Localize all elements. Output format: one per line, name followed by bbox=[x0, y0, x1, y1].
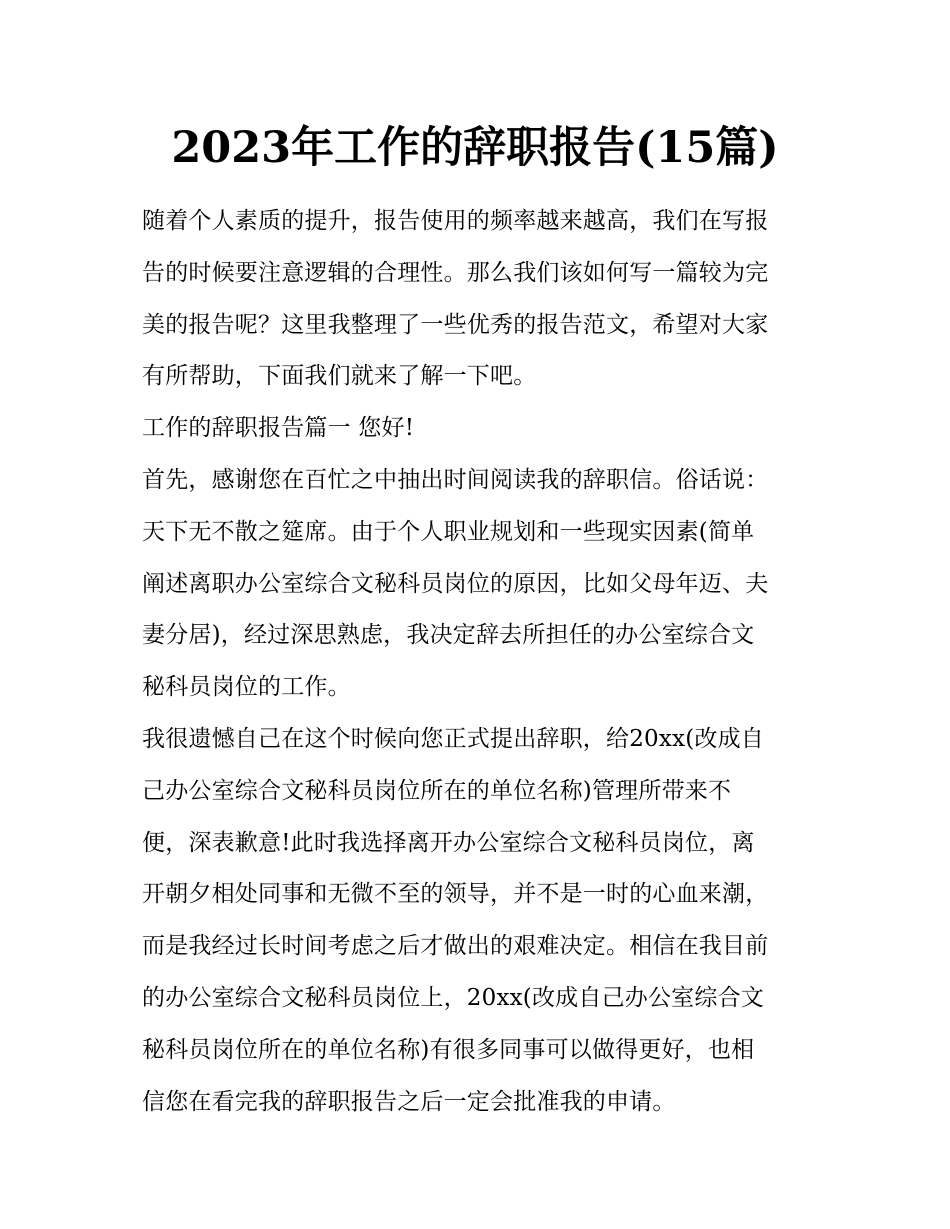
body-line: 我很遗憾自己在这个时候向您正式提出辞职，给20xx(改成自 bbox=[142, 725, 764, 752]
body-line: 己办公室综合文秘科员岗位所在的单位名称)管理所带来不 bbox=[142, 777, 732, 804]
body-line: 便，深表歉意!此时我选择离开办公室综合文秘科员岗位，离 bbox=[142, 829, 755, 856]
body-line: 开朝夕相处同事和无微不至的领导，并不是一时的心血来潮， bbox=[142, 881, 769, 908]
body-line: 妻分居)，经过深思熟虑，我决定辞去所担任的办公室综合文 bbox=[142, 622, 755, 649]
document-title: 2023年工作的辞职报告(15篇) bbox=[171, 123, 779, 173]
body-line: 的办公室综合文秘科员岗位上，20xx(改成自己办公室综合文 bbox=[142, 984, 764, 1011]
body-line: 秘科员岗位的工作。 bbox=[142, 674, 351, 701]
body-line: 天下无不散之筵席。由于个人职业规划和一些现实因素(简单 bbox=[142, 518, 755, 545]
body-line: 信您在看完我的辞职报告之后一定会批准我的申请。 bbox=[142, 1088, 676, 1115]
body-line: 阐述离职办公室综合文秘科员岗位的原因，比如父母年迈、夫 bbox=[142, 570, 769, 597]
body-line: 有所帮助，下面我们就来了解一下吧。 bbox=[142, 363, 537, 390]
body-line: 随着个人素质的提升，报告使用的频率越来越高，我们在写报 bbox=[142, 208, 769, 234]
document-body bbox=[142, 196, 818, 1128]
body-line: 秘科员岗位所在的单位名称)有很多同事可以做得更好，也相 bbox=[142, 1036, 755, 1063]
body-line: 首先，感谢您在百忙之中抽出时间阅读我的辞职信。俗话说： bbox=[142, 466, 769, 493]
body-line: 美的报告呢？这里我整理了一些优秀的报告范文，希望对大家 bbox=[142, 311, 769, 338]
body-line: 告的时候要注意逻辑的合理性。那么我们该如何写一篇较为完 bbox=[142, 259, 769, 286]
body-line: 而是我经过长时间考虑之后才做出的艰难决定。相信在我目前 bbox=[142, 933, 769, 960]
section-heading-line: 工作的辞职报告篇一 您好! bbox=[142, 415, 415, 442]
